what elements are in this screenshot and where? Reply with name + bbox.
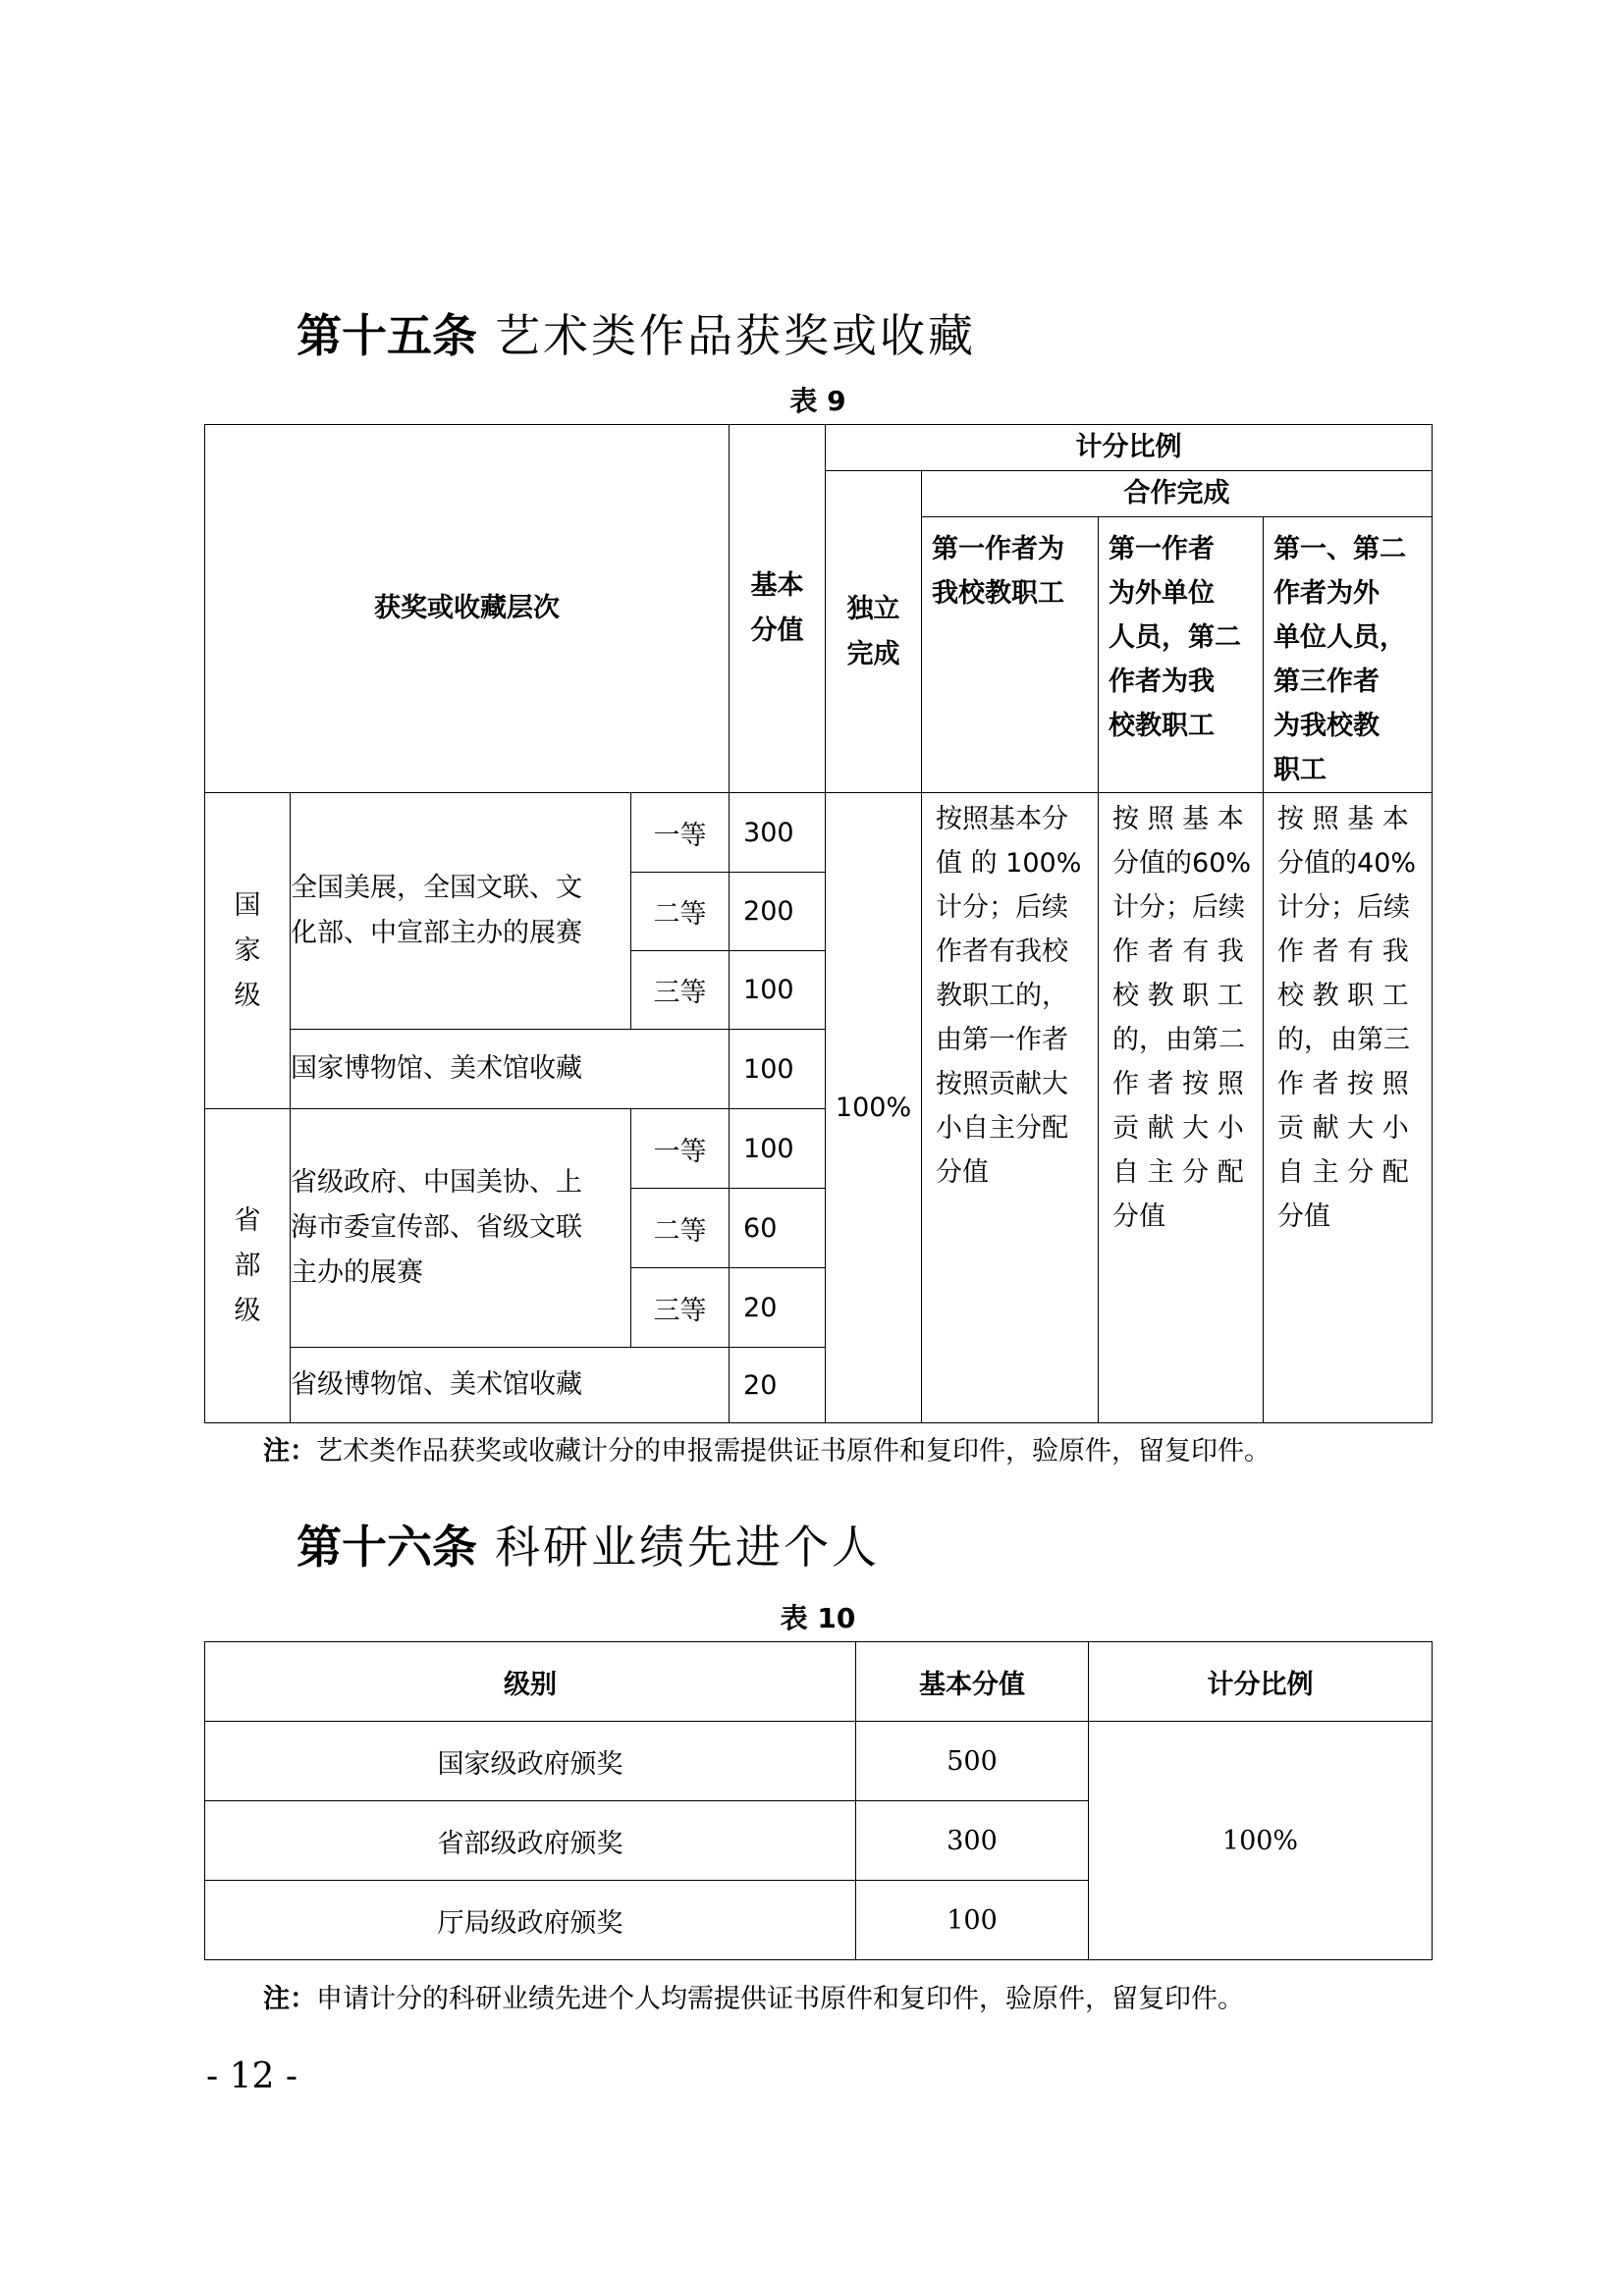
table-9	[204, 424, 1433, 1423]
coop-note-first: 按照基本分 值 的 100% 计分；后续 作者有我校 教职工的， 由第一作者 按照贡献大 小自主分配 分值	[922, 793, 1099, 1423]
article-15-heading	[297, 306, 976, 365]
header-coop-third-author: 第一、第二 作者为外 单位人员， 第三作者 为我校教 职工	[1264, 517, 1433, 793]
national-competition: 全国美展，全国文联、文 化部、中宣部主办的展赛	[291, 793, 631, 1030]
grade-cell: 二等	[631, 873, 730, 951]
header-coop-first-author: 第一作者为 我校教职工	[922, 517, 1099, 793]
score-cell: 20	[730, 1268, 826, 1348]
coop-note-second: 按 照 基 本 分值的60% 计分；后续 作 者 有 我 校 教 职 工 的，由第二 作 者 按 照 贡 献 大 小 自 主 分 配 分值	[1099, 793, 1264, 1423]
level-cell: 厅局级政府颁奖	[205, 1881, 856, 1960]
note-label: 注：	[263, 1436, 316, 1467]
table-10-caption: 表 10	[780, 1602, 856, 1634]
header-base-score: 基本 分值	[730, 425, 826, 793]
table-row	[205, 1722, 1433, 1801]
header-level-column: 获奖或收藏层次	[205, 425, 730, 793]
score-cell: 100	[856, 1881, 1089, 1960]
grade-cell: 二等	[631, 1189, 730, 1268]
ratio-cell: 100%	[1089, 1722, 1433, 1960]
note-label: 注：	[263, 1984, 316, 2014]
level-provincial: 省 部 级	[205, 1109, 291, 1423]
score-cell: 60	[730, 1189, 826, 1268]
score-cell: 500	[856, 1722, 1089, 1801]
column-header-ratio: 计分比例	[1089, 1642, 1433, 1722]
table-row	[205, 793, 1433, 873]
article-16-title: 科研业绩先进个人	[495, 1521, 880, 1574]
table-10	[204, 1641, 1433, 1960]
score-cell: 300	[856, 1801, 1089, 1881]
grade-cell: 三等	[631, 1268, 730, 1348]
coop-note-third: 按 照 基 本 分值的40% 计分；后续 作 者 有 我 校 教 职 工 的，由第三 作 者 按 照 贡 献 大 小 自 主 分 配 分值	[1264, 793, 1433, 1423]
table-10-note	[263, 1983, 1244, 2016]
column-header-level: 级别	[205, 1642, 856, 1722]
header-cooperative-completion: 合作完成	[922, 471, 1433, 517]
level-cell: 省部级政府颁奖	[205, 1801, 856, 1881]
table-9-caption: 表 9	[789, 385, 846, 417]
grade-cell: 一等	[631, 793, 730, 873]
level-national: 国 家 级	[205, 793, 291, 1109]
score-cell: 100	[730, 1030, 826, 1109]
score-cell: 20	[730, 1348, 826, 1423]
table-header-row	[205, 1642, 1433, 1722]
header-coop-second-author: 第一作者 为外单位 人员，第二 作者为我 校教职工	[1099, 517, 1264, 793]
provincial-competition: 省级政府、中国美协、上 海市委宣传部、省级文联 主办的展赛	[291, 1109, 631, 1348]
national-collection: 国家博物馆、美术馆收藏	[291, 1030, 730, 1109]
score-cell: 200	[730, 873, 826, 951]
header-scoring-ratio: 计分比例	[826, 425, 1433, 471]
article-16-heading	[297, 1518, 880, 1576]
article-16-number: 第十六条	[297, 1521, 477, 1574]
solo-ratio: 100%	[826, 793, 922, 1423]
score-cell: 300	[730, 793, 826, 873]
provincial-collection: 省级博物馆、美术馆收藏	[291, 1348, 730, 1423]
article-15-number: 第十五条	[297, 309, 477, 362]
grade-cell: 一等	[631, 1109, 730, 1189]
header-solo-completion: 独立 完成	[826, 471, 922, 793]
score-cell: 100	[730, 951, 826, 1030]
score-cell: 100	[730, 1109, 826, 1189]
page-number: - 12 -	[206, 2056, 298, 2097]
level-cell: 国家级政府颁奖	[205, 1722, 856, 1801]
article-15-title: 艺术类作品获奖或收藏	[495, 309, 976, 362]
note-text: 申请计分的科研业绩先进个人均需提供证书原件和复印件，验原件，留复印件。	[316, 1984, 1244, 2014]
table-9-note	[263, 1435, 1271, 1468]
grade-cell: 三等	[631, 951, 730, 1030]
column-header-base-score: 基本分值	[856, 1642, 1089, 1722]
note-text: 艺术类作品获奖或收藏计分的申报需提供证书原件和复印件，验原件，留复印件。	[316, 1436, 1271, 1467]
